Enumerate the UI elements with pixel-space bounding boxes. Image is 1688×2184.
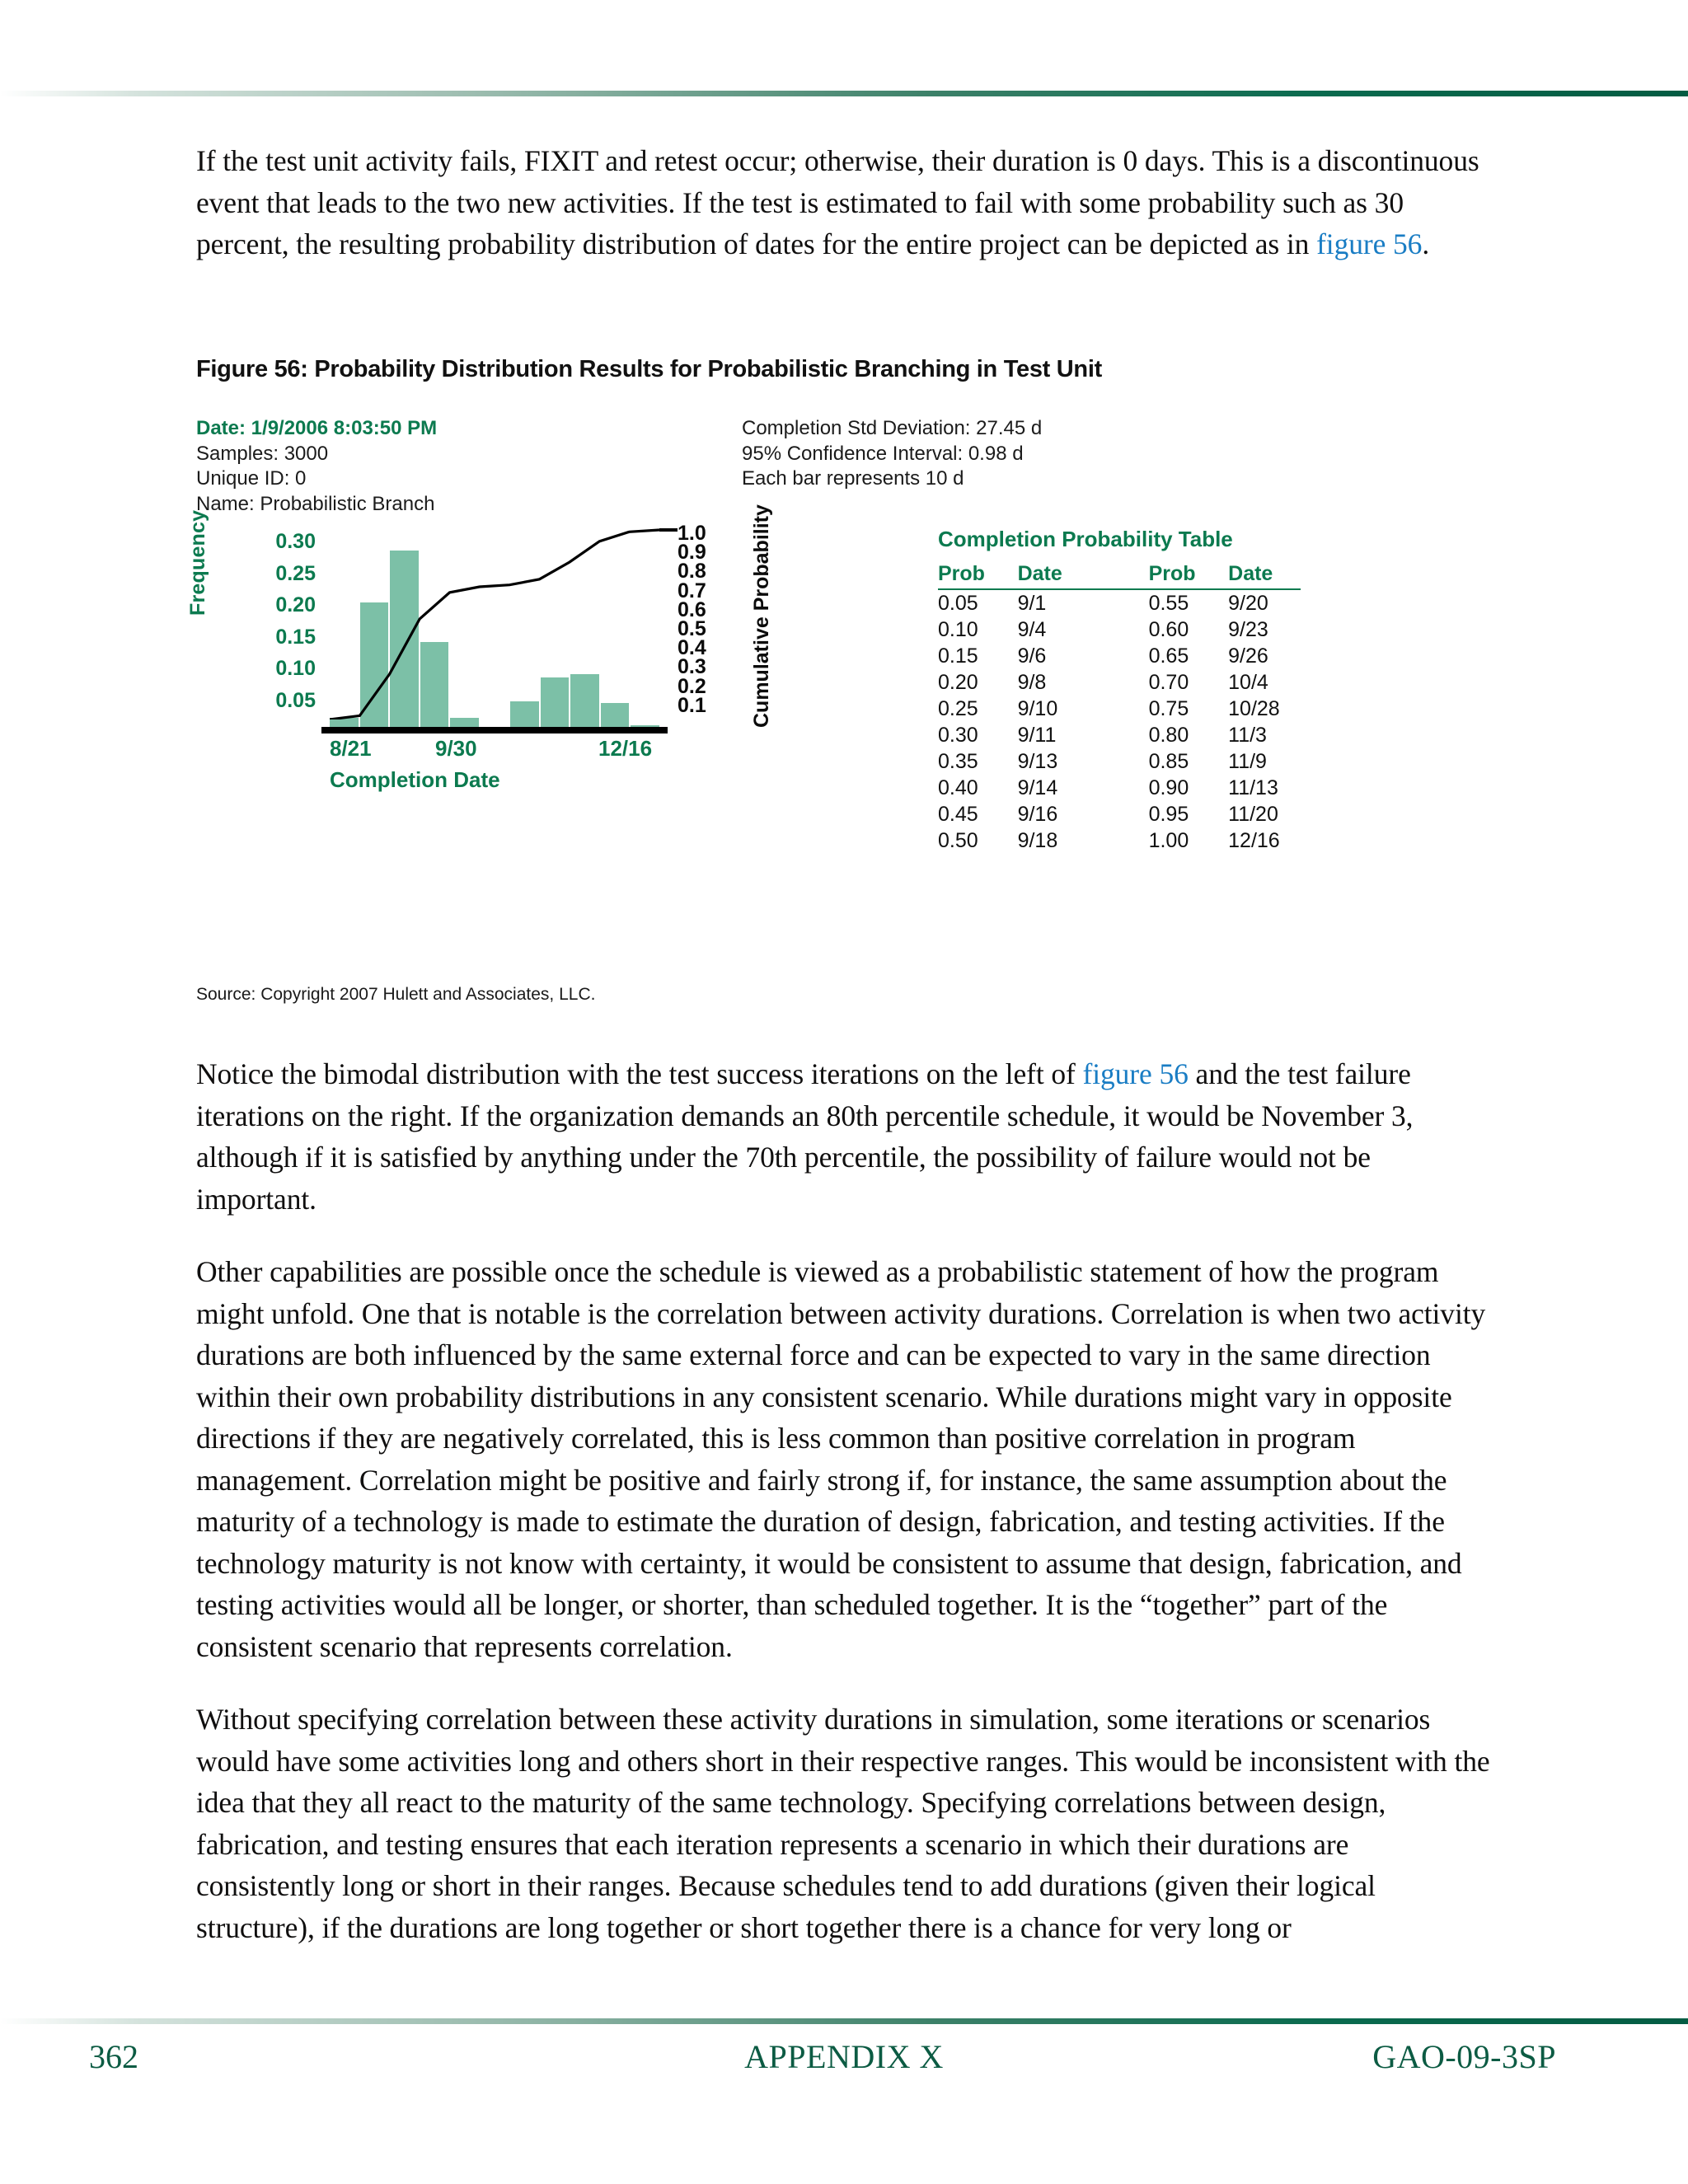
figure-title: Figure 56: Probability Distribution Results for Probabilistic Branching in Test Unit <box>196 356 1102 382</box>
y-axis-right-ticks <box>666 522 757 729</box>
page-bottom-rule <box>0 2018 1688 2024</box>
y-tick-right-0.6: 0.6 <box>678 598 706 621</box>
y-axis-left-ticks <box>217 523 316 729</box>
figure-source-note: Source: Copyright 2007 Hulett and Associates, LLC. <box>196 985 596 1004</box>
y-tick-right-0.8: 0.8 <box>678 560 706 583</box>
meta-name: Name: Probabilistic Branch <box>196 492 435 515</box>
col-header-date-1: Date <box>1018 562 1149 589</box>
y-axis-right-title: Cumulative Probability <box>750 504 773 728</box>
cell-prob-2: 0.60 <box>1148 617 1189 641</box>
cell-date-2: 11/9 <box>1228 749 1267 773</box>
footer-page-number: 362 <box>89 2038 138 2075</box>
table-row <box>938 722 1301 748</box>
y-tick-right-0.5: 0.5 <box>678 617 706 640</box>
cell-date-2: 9/26 <box>1228 644 1268 668</box>
cell-date-1: 9/13 <box>1017 749 1058 773</box>
cell-prob-1: 0.40 <box>938 776 978 799</box>
figure-metadata-right <box>742 416 1042 492</box>
cell-prob-2: 0.75 <box>1148 696 1189 720</box>
y-tick-right-0.4: 0.4 <box>678 636 706 660</box>
meta-std-deviation: Completion Std Deviation: 27.45 d <box>742 417 1043 439</box>
probability-table-body <box>938 589 1301 854</box>
cell-date-2: 9/23 <box>1228 617 1268 641</box>
cell-prob-1: 0.10 <box>938 617 978 641</box>
cell-prob-2: 0.80 <box>1148 723 1189 747</box>
figure-metadata-left <box>196 416 437 517</box>
col-header-prob-1: Prob <box>938 562 1018 589</box>
meta-samples: Samples: 3000 <box>196 442 329 465</box>
table-row <box>938 589 1301 616</box>
completion-probability-table <box>938 527 1301 854</box>
footer-report-number: GAO-09-3SP <box>1372 2038 1556 2075</box>
paragraph-1-tail: . <box>1422 227 1430 260</box>
meta-date: Date: 1/9/2006 8:03:50 PM <box>196 417 438 439</box>
table-row <box>938 748 1301 775</box>
paragraph-1-text: If the test unit activity fails, FIXIT and retest occur; otherwise, their duration is 0 days. This is a discontinuous event that leads to the two new activities. If the test is estimated to fail with some probability such as 30 percent, the resulting probability distribution of dates for the entire project can be depicted as in <box>196 144 1479 260</box>
x-axis-title: Completion Date <box>330 767 500 792</box>
meta-confidence-interval: 95% Confidence Interval: 0.98 d <box>742 442 1024 465</box>
cell-date-1: 9/11 <box>1017 723 1057 747</box>
table-row <box>938 801 1301 827</box>
figure-metadata <box>196 416 1515 517</box>
cell-date-2: 10/28 <box>1228 696 1280 720</box>
completion-probability-table-title: Completion Probability Table <box>938 527 1233 551</box>
cell-prob-1: 0.25 <box>938 696 978 720</box>
table-row <box>938 827 1301 854</box>
y-tick-left-0.05: 0.05 <box>275 689 316 712</box>
probability-distribution-chart <box>186 504 1515 852</box>
paragraph-2-tail: and the test failure iterations on the right. If the organization demands an 80th percentile schedule, it would be November 3, although if it is satisfied by anything under the 70th percentile, the possibility of failure would not be important. <box>196 1057 1414 1216</box>
paragraph-2-head: Notice the bimodal distribution with the test success iterations on the left of <box>196 1057 1083 1090</box>
cell-date-2: 9/20 <box>1228 591 1268 615</box>
page-footer <box>0 2037 1688 2095</box>
y-tick-right-0.1: 0.1 <box>678 693 706 717</box>
cell-date-1: 9/4 <box>1017 617 1047 641</box>
cell-date-2: 11/3 <box>1228 723 1267 747</box>
cell-date-1: 9/18 <box>1017 828 1058 852</box>
cell-prob-1: 0.35 <box>938 749 978 773</box>
y-tick-right-0.2: 0.2 <box>678 674 706 698</box>
y-tick-right-0.9: 0.9 <box>678 541 706 565</box>
cell-prob-1: 0.45 <box>938 802 978 826</box>
table-row <box>938 696 1301 722</box>
cell-date-1: 9/6 <box>1017 644 1047 668</box>
cell-prob-2: 0.55 <box>1148 591 1189 615</box>
cell-date-1: 9/1 <box>1017 591 1047 615</box>
cell-prob-1: 0.15 <box>938 644 978 668</box>
figure-56-link-2[interactable]: figure 56 <box>1082 1057 1189 1090</box>
x-tick-label-2: 12/16 <box>598 736 653 761</box>
x-axis-tick-labels <box>320 736 666 764</box>
cell-date-2: 11/13 <box>1228 776 1278 799</box>
table-row <box>938 616 1301 643</box>
y-tick-right-0.7: 0.7 <box>678 579 706 602</box>
cell-prob-2: 0.65 <box>1148 644 1189 668</box>
y-tick-left-0.15: 0.15 <box>275 625 316 649</box>
y-tick-left-0.25: 0.25 <box>275 561 316 585</box>
cell-date-1: 9/14 <box>1017 776 1058 799</box>
page-content-lower <box>196 1053 1494 1980</box>
cell-prob-2: 0.95 <box>1148 802 1189 826</box>
x-tick-label-1: 9/30 <box>435 736 477 761</box>
cell-prob-1: 0.20 <box>938 670 978 694</box>
paragraph-2 <box>196 1053 1494 1220</box>
y-tick-left-0.20: 0.20 <box>275 593 316 617</box>
cell-prob-2: 1.00 <box>1148 828 1189 852</box>
footer-appendix-label: APPENDIX X <box>744 2038 944 2075</box>
paragraph-3: Other capabilities are possible once the schedule is viewed as a probabilistic statement of how the program might unfold. One that is notable is the correlation between activity durations. Correlation is when two activity durations are both influenced by the same external force and can be expected to vary in the same direction within their own probability distributions in any consistent scenario. While durations might vary in opposite directions if they are negatively correlated, this is less common than positive correlation in program management. Correlation might be positive and fairly strong if, for instance, the same assumption about the maturity of a technology is made to estimate the duration of design, fabrication, and testing activities. If the technology maturity is not know with certainty, it would be consistent to assume that design, fabrication, and testing activities would all be longer, or shorter, than scheduled together. It is the “together” part of the consistent scenario that represents correlation. <box>196 1255 1486 1663</box>
meta-unique-id: Unique ID: 0 <box>196 467 307 490</box>
cumulative-probability-line <box>330 523 659 719</box>
y-axis-right-tickmark <box>659 528 678 532</box>
y-tick-left-0.10: 0.10 <box>275 657 316 681</box>
cell-prob-1: 0.50 <box>938 828 978 852</box>
x-axis-baseline <box>321 727 668 733</box>
cell-date-1: 9/16 <box>1017 802 1058 826</box>
paragraph-1 <box>196 140 1494 265</box>
cell-prob-1: 0.30 <box>938 723 978 747</box>
probability-table <box>938 562 1301 854</box>
cell-date-2: 12/16 <box>1228 828 1280 852</box>
col-header-prob-2: Prob <box>1149 562 1229 589</box>
cell-prob-2: 0.85 <box>1148 749 1189 773</box>
table-row <box>938 643 1301 669</box>
y-tick-right-1.0: 1.0 <box>678 522 706 545</box>
figure-56-link-1[interactable]: figure 56 <box>1316 227 1423 260</box>
cell-prob-2: 0.70 <box>1148 670 1189 694</box>
table-row <box>938 775 1301 801</box>
cell-date-1: 9/8 <box>1017 670 1047 694</box>
paragraph-4: Without specifying correlation between these activity durations in simulation, some iterations or scenarios would have some activities long and others short in their respective ranges. This would be inconsistent with the idea that they all react to the maturity of the same technology. Specifying correlations between design, fabrication, and testing ensures that each iteration represents a scenario in which their durations are consistently long or short in their ranges. Because schedules tend to add durations (given their logical structure), if the durations are long together or short together there is a chance for very long or <box>196 1703 1490 1944</box>
cell-date-1: 9/10 <box>1017 696 1058 720</box>
table-header-row <box>938 562 1301 589</box>
table-row <box>938 669 1301 696</box>
page-top-rule <box>0 91 1688 96</box>
col-header-date-2: Date <box>1228 562 1301 589</box>
cell-date-2: 11/20 <box>1228 802 1278 826</box>
meta-bar-width: Each bar represents 10 d <box>742 467 964 490</box>
cell-date-2: 10/4 <box>1228 670 1268 694</box>
chart-plot-area <box>330 523 659 731</box>
page-content <box>196 140 1494 297</box>
figure-56 <box>186 356 1515 852</box>
x-tick-label-0: 8/21 <box>330 736 372 761</box>
cell-prob-2: 0.90 <box>1148 776 1189 799</box>
y-axis-left-title: Frequency <box>186 509 209 616</box>
y-tick-left-0.30: 0.30 <box>275 530 316 553</box>
y-tick-right-0.3: 0.3 <box>678 655 706 679</box>
cell-prob-1: 0.05 <box>938 591 978 615</box>
